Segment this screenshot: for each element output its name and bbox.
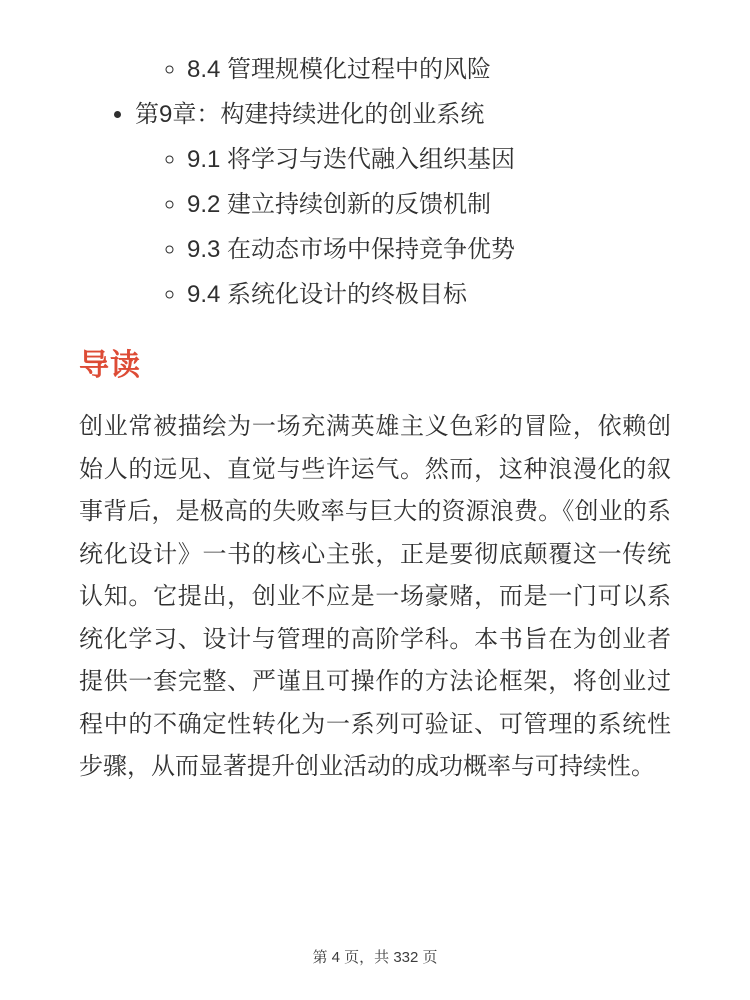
toc-item-chapter-9	[135, 92, 671, 317]
toc-item-9-1: ◦ 9.1 将学习与迭代融入组织基因	[187, 137, 671, 182]
toc-list-root	[79, 92, 671, 317]
toc-chapter-9-label: 第9章：构建持续进化的创业系统	[135, 101, 485, 128]
page-footer	[0, 948, 750, 968]
toc-sublist-chapter-9	[135, 137, 671, 317]
toc-item-8-4: ◦ 8.4 管理规模化过程中的风险	[187, 47, 671, 92]
toc-item-9-2: ◦ 9.2 建立持续创新的反馈机制	[187, 182, 671, 227]
toc-sublist-chapter-8	[79, 47, 671, 92]
toc-item-9-4: ◦ 9.4 系统化设计的终极目标	[187, 272, 671, 317]
section-heading-daodu: 导读	[79, 349, 141, 382]
page-indicator: 第 4 页，共 332 页	[312, 949, 438, 966]
intro-paragraph: 创业常被描绘为一场充满英雄主义色彩的冒险，依赖创始人的远见、直觉与些许运气。然而，这种浪漫化的叙事背后，是极高的失败率与巨大的资源浪费。《创业的系统化设计》一书的核心主张，正是要彻底颠覆这一传统认知。它提出，创业不应是一场豪赌，而是一门可以系统化学习、设计与管理的高阶学科。本书旨在为创业者提供一套完整、严谨且可操作的方法论框架，将创业过程中的不确定性转化为一系列可验证、可管理的系统性步骤，从而显著提升创业活动的成功概率与可持续性。	[79, 413, 671, 780]
toc-item-9-3: ◦ 9.3 在动态市场中保持竞争优势	[187, 227, 671, 272]
